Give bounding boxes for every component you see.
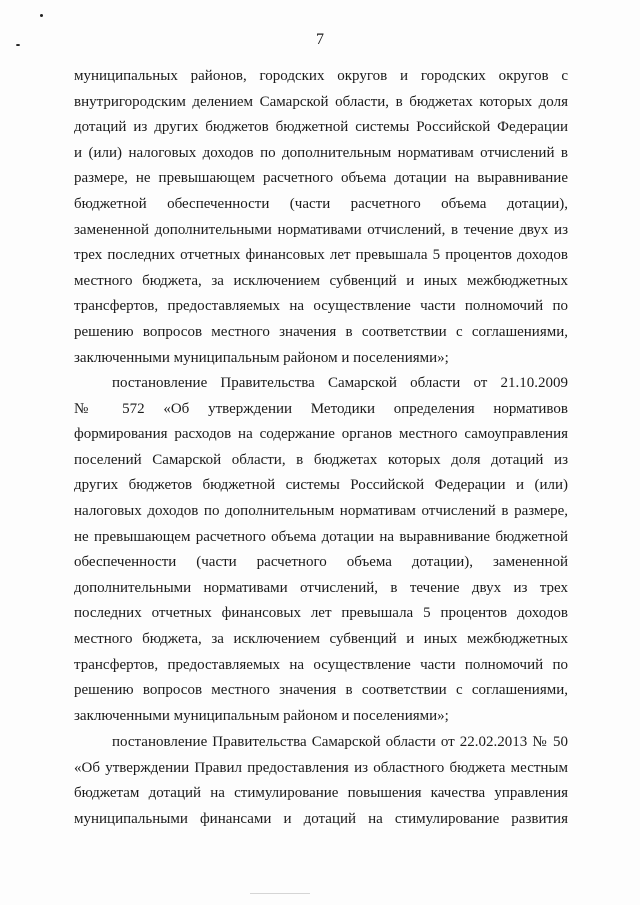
text-line: местного бюджета, за исключением субвенций и иных межбюджетных [74,630,568,647]
paragraph-resolution-2009 [74,371,568,729]
text-line: решению вопросов местного значения в соответствии с соглашениями, [74,682,568,699]
text-line: размере, не превышающем расчетного объема дотации на выравнивание [74,170,568,187]
text-line: заключенными муниципальным районом и поселениями»; [74,349,449,366]
text-line: налоговых доходов по дополнительным нормативам отчислений в размере, [74,502,568,519]
paragraph-resolution-2013 [74,730,568,832]
text-line: трансфертов, предоставляемых на осуществление части полномочий по [74,656,568,673]
text-line: дополнительными нормативами отчислений, в течение двух из трех [74,579,568,596]
text-line: заключенными муниципальным районом и поселениями»; [74,707,449,724]
text-line: муниципальными финансами и дотаций на стимулирование развития [74,810,568,827]
paragraph-continuation [74,64,568,371]
text-line: трансфертов, предоставляемых на осуществление части полномочий по [74,298,568,315]
scan-artifact [250,893,310,894]
text-line: трех последних отчетных финансовых лет превышала 5 процентов доходов [74,247,568,264]
scan-speck [40,14,43,17]
text-line: замененной дополнительными нормативами отчислений, в течение двух из [74,221,568,238]
text-line: дотаций из других бюджетов бюджетной системы Российской Федерации [74,119,568,136]
text-line: и (или) налоговых доходов по дополнительным нормативам отчислений в [74,144,568,161]
text-line: постановление Правительства Самарской области от 22.02.2013 № 50 [112,734,568,750]
text-line: формирования расходов на содержание органов местного самоуправления [74,426,568,443]
text-line: других бюджетов бюджетной системы Российской Федерации и (или) [74,477,568,494]
text-line: внутригородским делением Самарской области, в бюджетах которых доля [74,93,568,110]
text-line: бюджетам дотаций на стимулирование повышения качества управления [74,785,568,802]
page-number: 7 [316,31,324,48]
text-line: решению вопросов местного значения в соответствии с соглашениями, [74,323,568,340]
text-line: местного бюджета, за исключением субвенций и иных межбюджетных [74,272,568,289]
text-line: № 572 «Об утверждении Методики определения нормативов [74,400,568,417]
text-line: «Об утверждении Правил предоставления из областного бюджета местным [74,759,568,776]
text-line: не превышающем расчетного объема дотации на выравнивание бюджетной [74,528,568,545]
text-line: поселений Самарской области, в бюджетах которых доля дотаций из [74,451,568,468]
text-line: последних отчетных финансовых лет превышала 5 процентов доходов [74,605,568,622]
text-line: бюджетной обеспеченности (части расчетного объема дотации), [74,195,568,212]
text-line: обеспеченности (части расчетного объема дотации), замененной [74,554,568,571]
text-line: муниципальных районов, городских округов и городских округов с [74,68,568,84]
text-line: постановление Правительства Самарской области от 21.10.2009 [112,375,568,391]
